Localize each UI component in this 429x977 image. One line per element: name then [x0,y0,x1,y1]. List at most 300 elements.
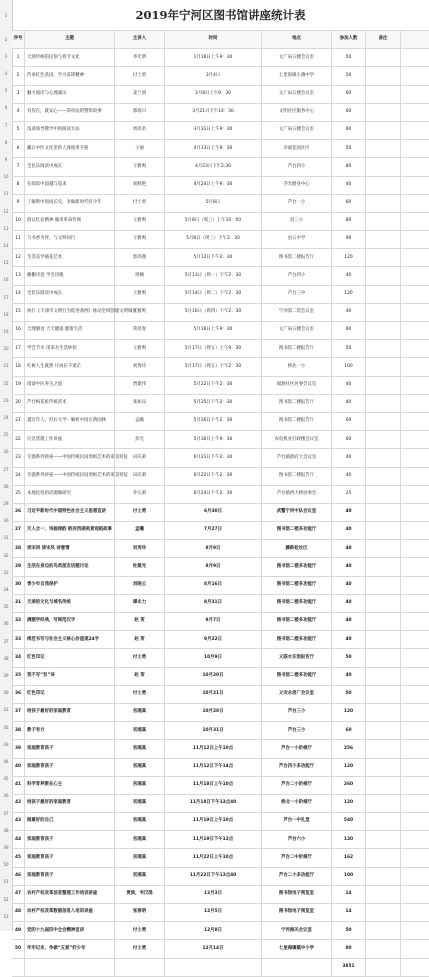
table-cell[interactable]: 35 [12,668,25,685]
table-cell[interactable]: 12月3日 [165,886,262,903]
row-number[interactable]: 50 [3,862,9,868]
table-cell[interactable]: 文明社区服务中心 [262,104,332,121]
table-cell[interactable] [366,649,401,666]
table-cell[interactable]: 牢牢记史，争做“五爱”好少年 [25,940,115,957]
table-row[interactable] [12,704,429,722]
table-cell[interactable]: 130 [332,831,366,848]
table-cell[interactable]: 39 [12,740,25,757]
table-cell[interactable]: 图书馆二楼多功能厅 [262,631,332,648]
table-cell[interactable]: 12 [12,249,25,266]
table-cell[interactable]: 12月14日 [165,940,262,957]
table-cell[interactable] [366,377,401,394]
table-cell[interactable]: 宫湘真 [115,831,165,848]
table-cell[interactable]: 红树人生既然 让成长不迷茫 [25,358,115,375]
table-cell[interactable]: 张春明 [115,904,165,921]
table-cell[interactable]: 天津的文化与域名传统 [25,595,115,612]
table-row[interactable] [12,431,429,449]
table-cell[interactable]: 做最好的自己 [25,813,115,830]
table-cell[interactable]: 合理膳食 天天健康 健康生活 [25,322,115,339]
row-number[interactable]: 32 [3,552,9,558]
table-cell[interactable]: 42 [12,795,25,812]
table-row[interactable] [12,886,429,904]
table-cell[interactable]: 读宋词 读宋风 诗意情 [25,540,115,557]
row-number[interactable]: 12 [3,208,9,214]
table-cell[interactable] [366,213,401,230]
table-cell[interactable] [366,122,401,139]
row-number[interactable]: 30 [3,518,9,524]
table-cell[interactable]: 文广局五楼会议室 [262,49,332,66]
table-cell[interactable]: 9月7日 [165,613,262,630]
table-cell[interactable]: 桥北一小 [262,358,332,375]
table-cell[interactable]: 12月5日 [165,904,262,921]
table-cell[interactable] [366,540,401,557]
table-cell[interactable]: 10月9日 [165,649,262,666]
table-row[interactable] [12,777,429,795]
table-cell[interactable]: 红色印记 [25,686,115,703]
table-cell[interactable]: 50 [332,49,366,66]
row-number[interactable]: 42 [3,724,9,730]
table-row[interactable] [12,395,429,413]
table-cell[interactable]: 48 [12,904,25,921]
table-cell[interactable] [366,413,401,430]
table-cell[interactable]: 40 [332,449,366,466]
table-cell[interactable]: 周楠 [115,267,165,284]
table-cell[interactable]: 孟曦 [115,522,165,539]
table-cell[interactable]: 传承红色基因，学习雷锋精神 [25,67,115,84]
table-cell[interactable]: 40 [332,540,366,557]
table-cell[interactable]: 芦台二中阶梯厅 [262,849,332,866]
table-cell[interactable]: 刘晓云 [115,577,165,594]
table-cell[interactable]: 50 [332,649,366,666]
table-cell[interactable] [366,740,401,757]
row-number[interactable]: 10 [3,174,9,180]
table-cell[interactable]: 芦台梅花桩传统武术 [25,395,115,412]
table-cell[interactable]: 专题系列讲座——中国传统民间剪纸艺术的审美特征 [25,449,115,466]
table-cell[interactable] [262,959,332,976]
table-row[interactable] [12,577,429,595]
table-cell[interactable]: 芦台四小 [262,267,332,284]
table-cell[interactable]: 家庭教育孩子 [25,759,115,776]
table-cell[interactable] [12,959,25,976]
table-cell[interactable] [366,831,401,848]
row-number[interactable]: 44 [3,759,9,764]
table-cell[interactable]: 80 [332,158,366,175]
table-row[interactable] [12,286,429,304]
table-cell[interactable]: 40 [332,577,366,594]
table-cell[interactable]: 越百年人，但后大学一解析中国古典园林 [25,413,115,430]
row-number[interactable]: 18 [3,311,9,317]
table-cell[interactable]: 有你在，就安心——简单法的警察故事 [25,104,115,121]
table-cell[interactable]: 25 [12,486,25,503]
table-cell[interactable] [366,504,401,521]
table-cell[interactable]: 162 [332,849,366,866]
table-cell[interactable]: 付士勇 [115,940,165,957]
table-cell[interactable]: 11 [12,231,25,248]
table-cell[interactable] [366,922,401,939]
table-cell[interactable]: 4月13日上午9：30 [165,140,262,157]
table-row[interactable] [12,486,429,504]
table-cell[interactable] [366,395,401,412]
table-cell[interactable]: 图书馆电子阅览室 [262,904,332,921]
table-cell[interactable]: 杜建光 [115,558,165,575]
table-cell[interactable]: 芦台一小阶梯厅 [262,740,332,757]
table-cell[interactable]: 应急管理工作讲座 [25,431,115,448]
row-number[interactable]: 47 [3,810,9,816]
table-cell[interactable]: 宫湘真 [115,704,165,721]
table-cell[interactable]: 图书馆二楼多功能厅 [262,558,332,575]
table-cell[interactable]: 50 [332,686,366,703]
table-row[interactable] [12,631,429,649]
table-cell[interactable]: 5月8日（周三）上午10：00 [165,213,262,230]
table-cell[interactable]: 60 [332,322,366,339]
table-cell[interactable]: 宫湘真 [115,868,165,885]
table-cell[interactable]: 图书馆二楼多功能厅 [262,577,332,594]
table-cell[interactable]: 魅力彼岸与心理减压 [25,86,115,103]
table-row[interactable] [12,267,429,285]
table-cell[interactable]: 60 [332,86,366,103]
table-cell[interactable]: 17 [12,340,25,357]
table-cell[interactable]: 教子有方 [25,722,115,739]
table-cell[interactable]: 播撒诗意 学会诗歌 [25,267,115,284]
table-cell[interactable]: 幸福花园社区 [262,140,332,157]
table-cell[interactable]: 农村产权改革数据信息入培训讲座 [25,904,115,921]
table-cell[interactable]: 14 [332,904,366,921]
table-cell[interactable]: 郭高燕 [115,249,165,266]
table-cell[interactable]: 王雅鸣 [115,158,165,175]
table-cell[interactable]: 40 [332,304,366,321]
table-cell[interactable]: 5月22日下午2：30 [165,377,262,394]
table-cell[interactable]: 100 [332,868,366,885]
row-number[interactable]: 26 [3,449,9,455]
table-cell[interactable] [366,522,401,539]
table-cell[interactable]: 40 [332,504,366,521]
table-cell[interactable]: 26 [12,504,25,521]
table-row[interactable] [12,922,429,940]
table-cell[interactable]: 文广局五楼会议室 [262,322,332,339]
table-cell[interactable]: 义联水乐馆报告厅 [262,649,332,666]
table-cell[interactable]: 18 [12,358,25,375]
table-cell[interactable]: 文广局五楼会议室 [262,86,332,103]
table-row[interactable] [12,722,429,740]
table-cell[interactable] [366,49,401,66]
table-cell[interactable]: 60 [332,195,366,212]
table-cell[interactable]: 王丽 [115,140,165,157]
table-cell[interactable] [366,158,401,175]
table-row[interactable] [12,449,429,467]
table-cell[interactable]: 常慈春 [115,322,165,339]
table-cell[interactable]: 50 [332,922,366,939]
row-number[interactable]: 51 [3,879,9,885]
table-cell[interactable]: 22 [12,431,25,448]
table-cell[interactable] [366,67,401,84]
table-cell[interactable] [366,595,401,612]
table-cell[interactable]: 宫湘真 [115,849,165,866]
table-cell[interactable]: 武警宁河中队会议室 [262,504,332,521]
table-cell[interactable]: 郭海川 [115,104,165,121]
table-cell[interactable]: 28 [12,540,25,557]
table-cell[interactable]: 100 [332,358,366,375]
table-cell[interactable]: 图书馆二楼报告厅 [262,468,332,485]
table-cell[interactable]: 图书馆二楼报告厅 [262,249,332,266]
row-number[interactable]: 46 [3,793,9,799]
table-cell[interactable]: 宫湘真 [115,759,165,776]
table-cell[interactable]: 90 [332,231,366,248]
table-cell[interactable] [366,577,401,594]
table-cell[interactable]: 10月20日 [165,668,262,685]
table-cell[interactable]: 33 [12,631,25,648]
table-cell[interactable]: 付士勇 [115,67,165,84]
table-cell[interactable]: 孟曦 [115,413,165,430]
row-number[interactable]: 27 [3,466,9,472]
table-cell[interactable]: 图书馆二楼多功能厅 [262,613,332,630]
table-cell[interactable]: 图书馆二楼报告厅 [262,340,332,357]
row-number[interactable]: 31 [3,535,9,541]
table-cell[interactable]: 王雅鸣 [115,213,165,230]
table-cell[interactable]: 义安永居厂会议室 [262,686,332,703]
table-cell[interactable]: 宫湘真 [115,795,165,812]
table-cell[interactable]: 谭永力 [115,595,165,612]
table-cell[interactable]: 11月22日上午10点 [165,849,262,866]
table-cell[interactable]: 图书馆电子阅览室 [262,886,332,903]
row-number[interactable]: 21 [3,363,9,369]
table-cell[interactable]: 农电机业行政楼会议室 [262,431,332,448]
table-cell[interactable]: 田庆莉 [115,449,165,466]
table-cell[interactable]: 浅谈领导教学中的阅读方法 [25,122,115,139]
row-number[interactable]: 20 [3,346,9,352]
table-cell[interactable]: 青少年自我保护 [25,577,115,594]
table-cell[interactable]: 满题学经典，写规范汉字 [25,613,115,630]
table-cell[interactable]: 5月13日（周一）下午2：30 [165,267,262,284]
table-cell[interactable] [366,631,401,648]
table-cell[interactable]: 40 [332,177,366,194]
table-row[interactable] [12,504,429,522]
table-row[interactable] [12,468,429,486]
table-cell[interactable] [366,140,401,157]
table-cell[interactable]: 9月22日 [165,631,262,648]
table-cell[interactable]: 王雅鸣 [115,340,165,357]
table-cell[interactable] [25,959,115,976]
table-cell[interactable]: 5月16日上午9：30 [165,322,262,339]
table-cell[interactable]: 图书馆二楼多功能厅 [262,522,332,539]
table-cell[interactable]: 3月31日上午9：30 [165,122,262,139]
table-cell[interactable]: 3月21日下午14：30 [165,104,262,121]
row-number[interactable]: 48 [3,827,9,833]
row-number[interactable]: 36 [3,621,9,627]
table-cell[interactable]: 40 [332,267,366,284]
table-cell[interactable]: 我不写“吾”诗 [25,668,115,685]
table-cell[interactable] [366,322,401,339]
table-cell[interactable]: 了解新中国成长史，争做新时代好少年 [25,195,115,212]
table-cell[interactable]: 60 [332,122,366,139]
table-cell[interactable]: 40 [332,522,366,539]
table-cell[interactable] [366,940,401,957]
row-number[interactable]: 6 [4,105,8,111]
table-cell[interactable]: 40 [332,395,366,412]
table-cell[interactable]: 5月26日下午2：30 [165,413,262,430]
row-number[interactable]: 23 [3,397,9,403]
table-cell[interactable]: 七里海镇镇中小学 [262,940,332,957]
table-cell[interactable]: 14 [332,886,366,903]
table-cell[interactable]: 8月16日 [165,577,262,594]
table-row[interactable] [12,322,429,340]
table-cell[interactable]: 习近平新时代中国特色社会主义思想宣讲 [25,504,115,521]
table-cell[interactable]: 付士勇 [115,195,165,212]
table-cell[interactable]: 32 [12,613,25,630]
table-cell[interactable]: 38 [12,722,25,739]
table-row[interactable] [12,959,429,977]
table-cell[interactable]: 5月30日上午9：30 [165,431,262,448]
table-cell[interactable]: 256 [332,740,366,757]
table-cell[interactable]: 芦台六小 [262,831,332,848]
table-cell[interactable]: 党的十九届四中全会精神宣讲 [25,922,115,939]
table-cell[interactable]: 王雅鸣 [115,231,165,248]
table-row[interactable] [12,759,429,777]
table-cell[interactable] [366,468,401,485]
table-cell[interactable]: 36 [12,686,25,703]
table-cell[interactable]: 福源社区居委会议室 [262,377,332,394]
table-cell[interactable]: 5月12日下午2：30 [165,249,262,266]
table-cell[interactable]: 7 [12,158,25,175]
table-cell[interactable]: 芦台镇西大桥居委会 [262,486,332,503]
table-cell[interactable]: 8 [12,177,25,194]
table-row[interactable] [12,904,429,922]
row-number[interactable]: 35 [3,604,9,610]
table-cell[interactable]: 40 [332,631,366,648]
table-cell[interactable]: 1 [12,49,25,66]
table-cell[interactable]: 260 [332,777,366,794]
table-cell[interactable]: 贾滨，韦汉鸿 [115,886,165,903]
row-number[interactable]: 29 [3,501,9,506]
table-cell[interactable]: 给孩子最好的家庭教育 [25,704,115,721]
table-cell[interactable]: 宫湘真 [115,813,165,830]
table-cell[interactable]: 11月19日下午13点 [165,831,262,848]
table-cell[interactable]: 芦台四小 [262,158,332,175]
row-number[interactable]: 4 [4,71,8,76]
row-number[interactable]: 16 [3,277,9,283]
row-number[interactable]: 24 [3,415,9,420]
table-cell[interactable]: 80 [332,213,366,230]
table-row[interactable] [12,795,429,813]
row-number[interactable]: 22 [3,380,9,386]
table-cell[interactable]: 在阅读中超越与追求 [25,177,115,194]
row-number[interactable]: 25 [3,432,9,438]
table-cell[interactable]: 11月18日上午10点 [165,777,262,794]
table-cell[interactable]: 宫湘真 [115,722,165,739]
table-cell[interactable]: 生活在身边的鸟类朋友话题讨论 [25,558,115,575]
row-number[interactable]: 5 [4,88,8,94]
table-cell[interactable]: 执行《天津市文明行为促进条例》推动全域创建文明城市 [25,304,115,321]
row-number[interactable]: 37 [3,638,9,644]
table-cell[interactable] [366,704,401,721]
table-cell[interactable]: 图书馆二楼多功能厅 [262,595,332,612]
table-cell[interactable]: 4月23日下午2:30 [165,158,262,175]
table-cell[interactable] [366,777,401,794]
table-cell[interactable]: 4 [12,104,25,121]
table-cell[interactable]: 6月30日 [165,504,262,521]
table-cell[interactable]: 王雅鸣 [115,286,165,303]
table-row[interactable] [12,849,429,867]
table-cell[interactable]: 天人合一、诗画律韵 帆何西湖美景观稻故事 [25,522,115,539]
row-number[interactable]: 3 [4,53,8,59]
table-cell[interactable]: 120 [332,759,366,776]
table-cell[interactable]: 50 [12,940,25,957]
table-cell[interactable]: 专题系列讲座——中国传统民间剪纸艺术的审美特征 [25,468,115,485]
table-cell[interactable]: 贾建伟 [115,377,165,394]
table-cell[interactable]: 16 [12,322,25,339]
table-cell[interactable]: 13 [12,267,25,284]
table-row[interactable] [12,67,429,85]
table-cell[interactable]: 45 [12,849,25,866]
table-cell[interactable] [115,959,165,976]
table-cell[interactable]: 11月22日下午13点40 [165,868,262,885]
table-cell[interactable]: 5月25日下午2：30 [165,395,262,412]
table-cell[interactable]: 120 [332,286,366,303]
table-cell[interactable]: 齐光健身中心 [262,177,332,194]
table-cell[interactable]: 天津传统的民俗与春节文化 [25,49,115,66]
table-row[interactable] [12,340,429,358]
table-row[interactable] [12,558,429,576]
table-cell[interactable]: 8月9日 [165,540,262,557]
table-cell[interactable]: 10 [12,213,25,230]
table-cell[interactable] [366,613,401,630]
table-cell[interactable]: 10月31日 [165,722,262,739]
table-cell[interactable]: 3月4日 [165,67,262,84]
table-cell[interactable]: 乔元莉 [115,486,165,503]
table-row[interactable] [12,668,429,686]
table-cell[interactable]: 27 [12,522,25,539]
table-cell[interactable] [366,286,401,303]
row-number[interactable]: 33 [3,569,9,575]
row-number[interactable]: 14 [3,243,9,248]
table-row[interactable] [12,158,429,176]
table-cell[interactable]: 4月24日上午9：30 [165,177,262,194]
table-row[interactable] [12,304,429,322]
table-cell[interactable] [366,686,401,703]
table-cell[interactable]: 6月21日下午2：30 [165,449,262,466]
table-cell[interactable]: 倡议红岩精神 做米革命传统 [25,213,115,230]
table-cell[interactable]: 刘秋艳 [115,177,165,194]
table-cell[interactable] [366,231,401,248]
table-cell[interactable] [366,668,401,685]
row-number[interactable]: 45 [3,776,9,782]
table-cell[interactable]: 5月14日（周二）下午2：30 [165,286,262,303]
table-cell[interactable]: 50 [332,67,366,84]
table-cell[interactable]: 王雅鸣 [115,304,165,321]
table-cell[interactable]: 张如良 [115,395,165,412]
table-row[interactable] [12,813,429,831]
table-cell[interactable]: 31 [12,595,25,612]
table-cell[interactable]: 科学育养教在心主 [25,777,115,794]
table-cell[interactable]: 5月8日 [165,195,262,212]
row-number[interactable]: 49 [3,845,9,850]
table-cell[interactable] [366,759,401,776]
table-cell[interactable]: 藤新桂社区 [262,540,332,557]
table-cell[interactable]: 43 [12,813,25,830]
table-row[interactable] [12,122,429,140]
row-number[interactable]: 41 [3,707,9,713]
table-cell[interactable]: 彭光 [115,431,165,448]
table-cell[interactable]: 19 [12,377,25,394]
table-cell[interactable] [366,449,401,466]
row-number[interactable]: 34 [3,587,9,592]
table-cell[interactable]: 10月28日 [165,704,262,721]
table-cell[interactable]: 姜兰周 [115,86,165,103]
table-cell[interactable]: 规范书写与社会主义核心价值观24字 [25,631,115,648]
table-cell[interactable]: 60 [332,431,366,448]
table-row[interactable] [12,831,429,849]
table-cell[interactable]: 赵 贺 [115,631,165,648]
table-cell[interactable]: 与书香为伴，与文明同行 [25,231,115,248]
